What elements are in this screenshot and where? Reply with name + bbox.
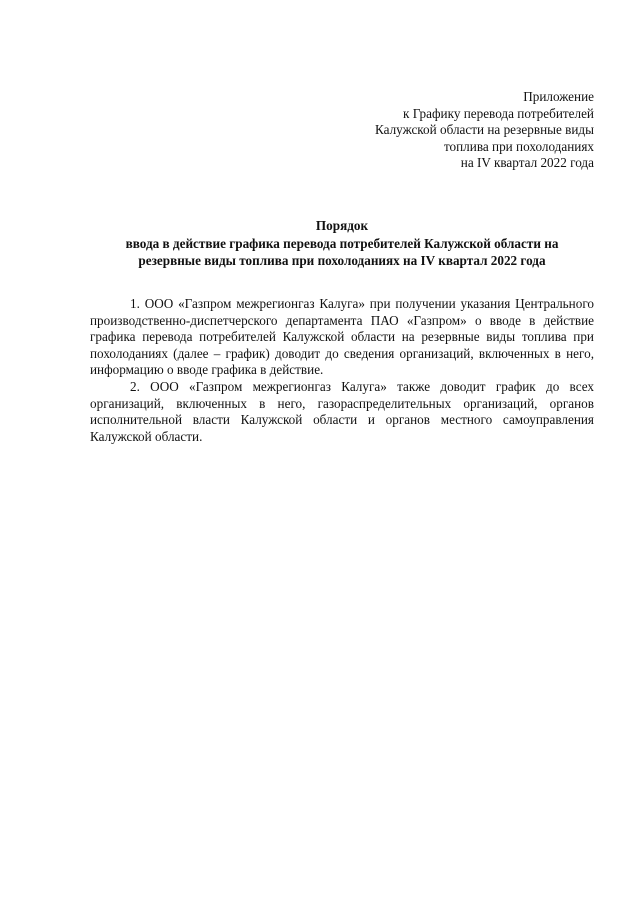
document-heading xyxy=(90,217,594,270)
annex-block xyxy=(274,89,594,172)
annex-line: к Графику перевода потребителей xyxy=(403,105,594,121)
heading-subtitle-line-2: резервные виды топлива при похолоданиях на IV квартал 2022 года xyxy=(138,253,546,268)
heading-subtitle-line-1: ввода в действие графика перевода потребителей Калужской области на xyxy=(125,235,559,251)
annex-line: Приложение xyxy=(523,89,594,104)
document-body xyxy=(90,296,594,445)
paragraph-2: 2. ООО «Газпром межрегионгаз Калуга» также доводит график до всех организаций, включенных в него, газораспределительных организаций, органов исполнительной власти Калужской области и органов местного самоуправления Калужской области. xyxy=(90,378,594,444)
annex-line: Калужской области на резервные виды xyxy=(374,122,594,138)
heading-title: Порядок xyxy=(315,218,369,233)
annex-line: топлива при похолоданиях xyxy=(443,138,594,154)
annex-line: на IV квартал 2022 года xyxy=(460,155,594,171)
paragraph-1: 1. ООО «Газпром межрегионгаз Калуга» при получении указания Центрального производственно-диспетчерского департамента ПАО «Газпром» о вводе в действие графика перевода потребителей Калужской области на резервные виды топлива при похолоданиях (далее – график) доводит до сведения организаций, включенных в него, информацию о вводе графика в действие. xyxy=(90,296,594,378)
